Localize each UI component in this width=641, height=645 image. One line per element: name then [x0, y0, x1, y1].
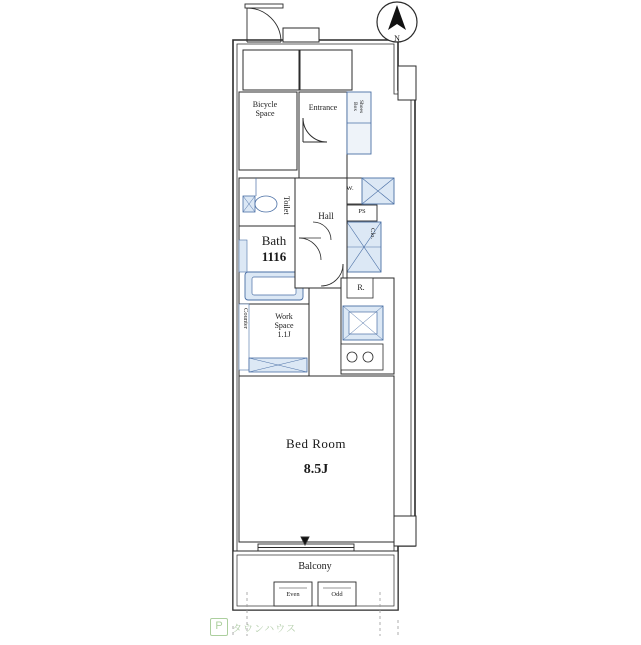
svg-text:N: N: [394, 34, 400, 43]
room-label-work-space: Work Space 1.1J: [274, 312, 294, 340]
room-label-bicycle-space: Bicycle Space: [252, 100, 278, 119]
room-label-bed-room-size: 8.5J: [303, 462, 329, 477]
watermark: [210, 618, 297, 636]
room-label-shoes-box: Shoes Box: [352, 100, 365, 114]
room-label-ps: PS: [358, 208, 366, 215]
hall-shape: [295, 178, 347, 288]
room-label-even-unit: Even: [286, 591, 300, 598]
compass-rose: [377, 2, 417, 43]
bed-room-shape: [239, 376, 394, 542]
kitchen-shape: [341, 278, 394, 374]
room-label-entrance: Entrance: [308, 103, 338, 112]
shoes-box-shape: [347, 92, 371, 154]
room-label-closet: Clo.: [369, 228, 377, 240]
room-label-bath-size: 1116: [261, 249, 287, 264]
watermark-text: タウンハウス: [232, 623, 297, 635]
toilet-shape: [239, 178, 295, 226]
room-label-hall: Hall: [318, 211, 334, 221]
closet-shape: [347, 222, 381, 272]
room-label-odd-unit: Odd: [331, 591, 343, 598]
entrance-shape: [299, 92, 347, 178]
room-label-bath: Bath: [261, 233, 287, 248]
room-label-toilet: Toilet: [281, 196, 291, 215]
balcony-shape: [233, 551, 398, 610]
work-space-shape: [239, 304, 309, 376]
bicycle-space-shape: [239, 92, 297, 170]
room-label-refrigerator: R.: [357, 283, 365, 292]
ps-shape: [347, 205, 377, 221]
room-label-counter: Counter: [242, 308, 250, 329]
room-label-balcony: Balcony: [298, 561, 332, 572]
room-label-bed-room: Bed Room: [286, 436, 346, 451]
watermark-logo-icon: P: [210, 618, 228, 636]
room-label-washer: W.: [346, 185, 354, 192]
